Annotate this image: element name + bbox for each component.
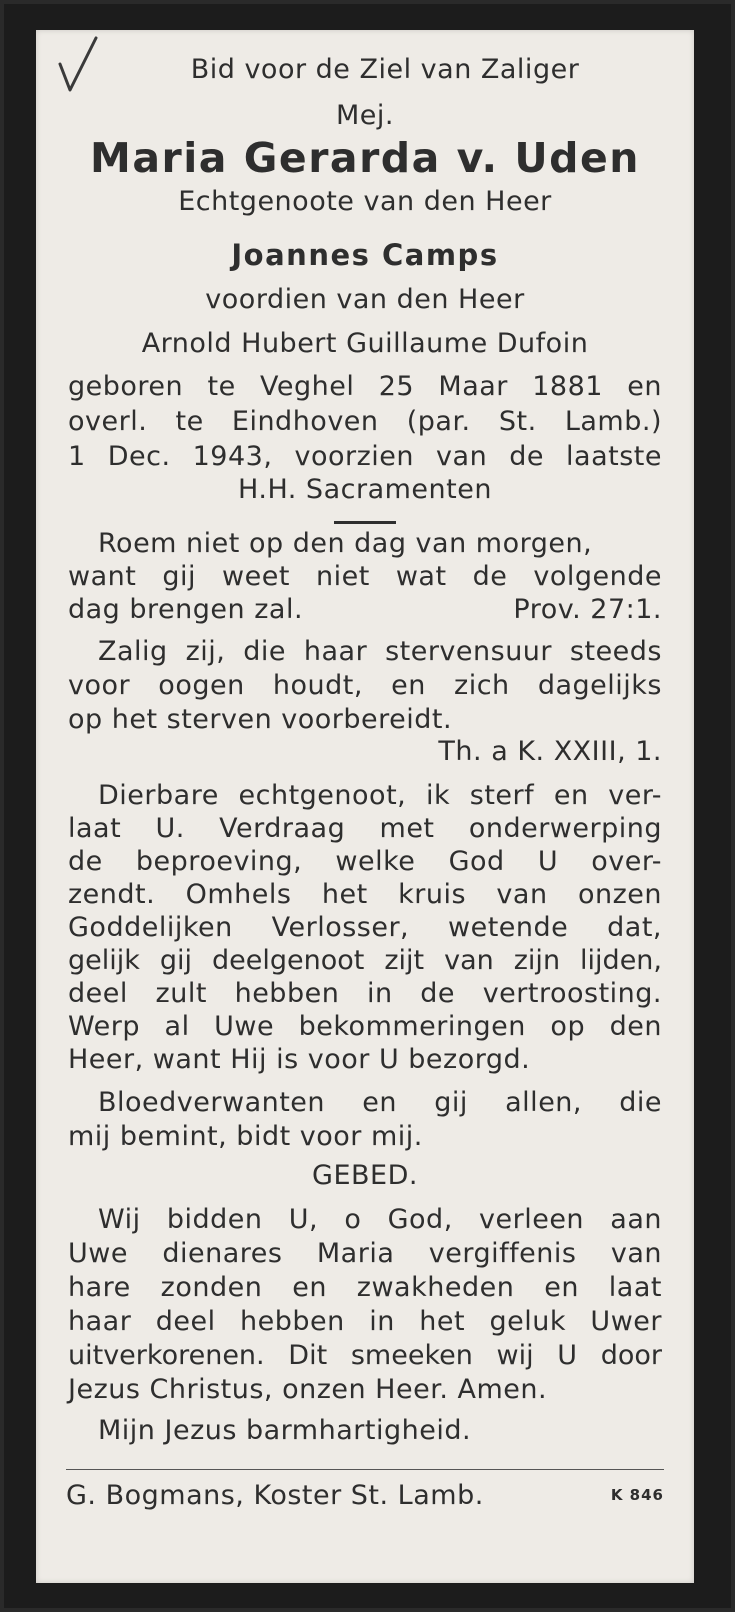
printer-name: G. Bogmans, Koster St. Lamb. (66, 1480, 484, 1511)
quote-reference: Prov. 27:1. (513, 594, 662, 625)
deceased-name: Maria Gerarda v. Uden (90, 134, 640, 182)
prayer-line: uitverkorenen. Dit smeeken wij U door (68, 1340, 662, 1371)
quote-line: dag brengen zal. (68, 594, 304, 625)
prayer-line: Uwe dienares Maria vergiffenis van (68, 1238, 662, 1269)
divider (334, 521, 396, 524)
footer-divider (66, 1469, 664, 1470)
farewell-line: Dierbare echtgenoot, ik sterf en ver- (98, 780, 662, 811)
relatives-line: mij bemint, bidt voor mij. (68, 1121, 423, 1152)
farewell-line: Goddelijken Verlosser, wetende dat, (68, 912, 662, 943)
prayer-title: GEBED. (312, 1160, 418, 1191)
quote-line: voor oogen houdt, en zich dagelijks (68, 670, 662, 701)
farewell-line: de beproeving, welke God U over- (68, 846, 662, 877)
bio-line: 1 Dec. 1943, voorzien van de laatste (68, 441, 662, 472)
prayer-line: hare zonden en zwakheden en laat (68, 1272, 662, 1303)
quote-line: op het sterven voorbereidt. (68, 704, 453, 735)
prayer-line: Jezus Christus, onzen Heer. Amen. (68, 1374, 548, 1405)
closing-invocation: Mijn Jezus barmhartigheid. (98, 1415, 472, 1446)
farewell-line: gelijk gij deelgenoot zijt van zijn lijden, (68, 945, 662, 976)
intro-line: Bid voor de Ziel van Zaliger (190, 54, 580, 85)
farewell-line: deel zult hebben in de vertroosting. (68, 978, 662, 1009)
quote-line: Roem niet op den dag van morgen, (98, 528, 593, 559)
farewell-line: zendt. Omhels het kruis van onzen (68, 879, 662, 910)
printer-imprint (66, 1480, 664, 1511)
title-mej: Mej. (336, 100, 394, 131)
prayer-line: haar deel hebben in het geluk Uwer (68, 1306, 662, 1337)
quote-reference: Th. a K. XXIII, 1. (438, 736, 662, 767)
bio-line: overl. te Eindhoven (par. St. Lamb.) (68, 406, 662, 437)
previous-spouse-name: Arnold Hubert Guillaume Dufoin (141, 328, 589, 359)
quote-line: Zalig zij, die haar stervensuur steeds (98, 636, 662, 667)
bio-line: geboren te Veghel 25 Maar 1881 en (68, 371, 662, 402)
bio-line: H.H. Sacramenten (238, 474, 492, 505)
farewell-line: Werp al Uwe bekommeringen op den (68, 1011, 662, 1042)
prayer-line: Wij bidden U, o God, verleen aan (98, 1204, 662, 1235)
farewell-line: laat U. Verdraag met onderwerping (68, 813, 662, 844)
quote-line: want gij weet niet wat de volgende (68, 561, 662, 592)
previous-spouse-intro: voordien van den Heer (205, 284, 525, 315)
spouse-intro: Echtgenoote van den Heer (178, 186, 552, 217)
relatives-line: Bloedverwanten en gij allen, die (98, 1087, 662, 1118)
card-paper (36, 30, 694, 1583)
printer-code: K 846 (610, 1486, 664, 1504)
farewell-line: Heer, want Hij is voor U bezorgd. (68, 1044, 531, 1075)
husband-name: Joannes Camps (231, 238, 499, 272)
